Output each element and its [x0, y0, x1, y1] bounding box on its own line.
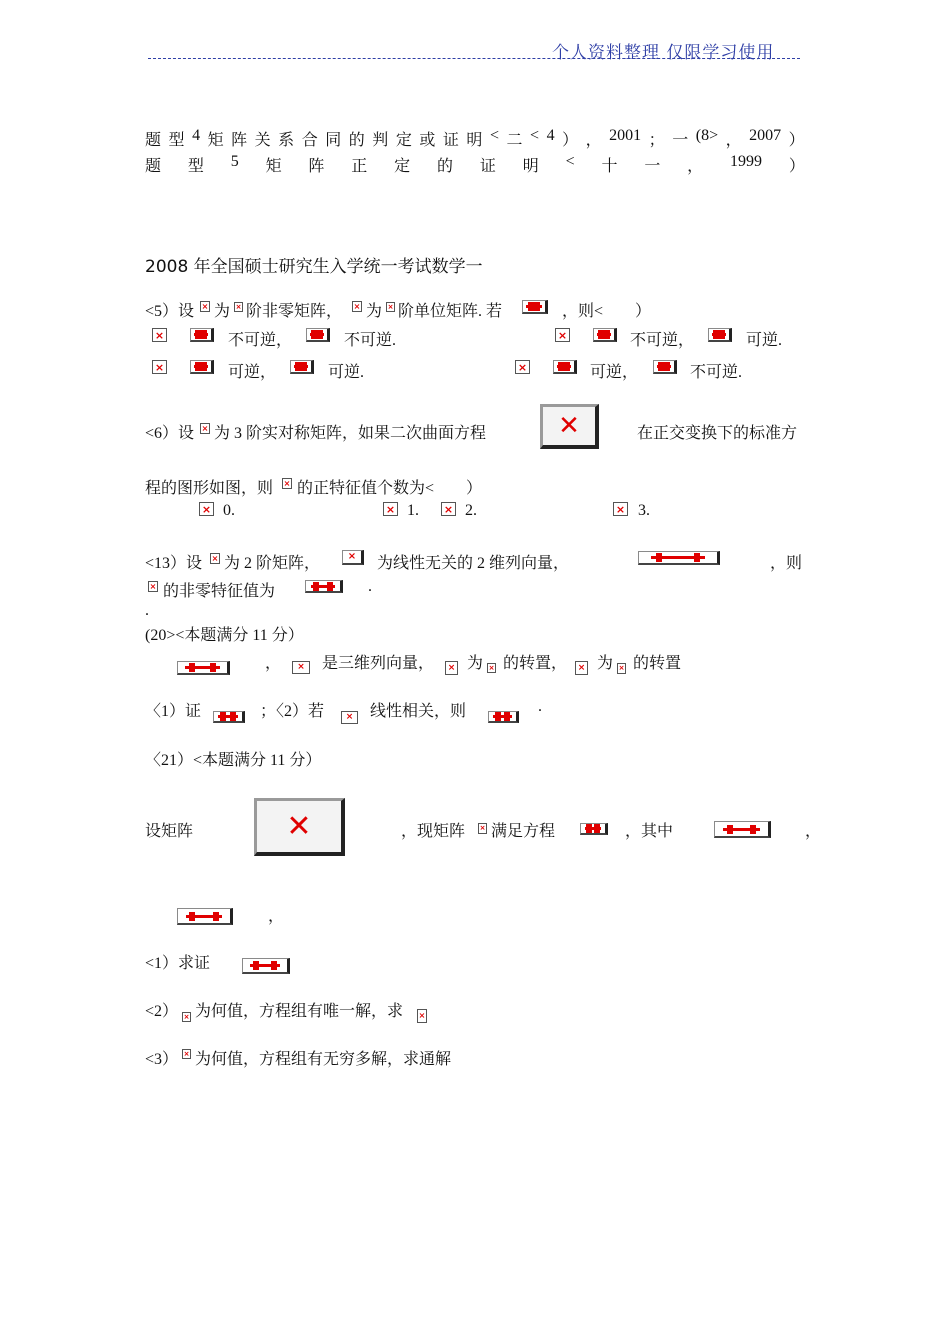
intro-token: 型 — [187, 158, 204, 175]
q6-option-c: 2. — [465, 502, 477, 519]
q13-stem-6: . — [368, 578, 372, 595]
option-marker-icon: × — [383, 502, 398, 516]
q21-part3-a: <3） — [145, 1051, 179, 1068]
intro-token: 4 — [192, 127, 201, 144]
intro-token: ， — [585, 132, 602, 149]
formula-image-icon: × — [283, 478, 291, 488]
intro-line-1 — [145, 127, 805, 150]
formula-image-icon — [306, 328, 330, 342]
intro-token: 关 — [254, 132, 271, 149]
page-header: 个人资料整理 仅限学习使用 — [552, 43, 775, 63]
q20-stem-3: 的转置， — [503, 655, 568, 672]
intro-token: ， — [687, 158, 704, 175]
intro-token: 阵 — [231, 132, 248, 149]
q5-option-d-1: 可逆， — [590, 364, 639, 381]
q5-option-c-1: 可逆， — [228, 364, 277, 381]
q21-stem-1: 设矩阵 — [145, 823, 194, 840]
formula-image-icon — [653, 360, 677, 374]
formula-image-icon: × — [211, 553, 219, 563]
formula-image-icon — [638, 551, 720, 565]
intro-token: < — [565, 153, 575, 170]
q21-part2-a: <2） — [145, 1003, 179, 1020]
intro-token: 题 — [145, 158, 162, 175]
formula-image-icon — [593, 328, 617, 342]
q5-stem-6: ，则< ） — [562, 303, 652, 320]
formula-image-icon: × — [342, 550, 364, 565]
intro-token: 同 — [325, 132, 342, 149]
q20-part1-a: 〈1）证 — [145, 703, 202, 720]
formula-image-icon: × — [618, 664, 625, 672]
intro-token: 一 — [644, 158, 661, 175]
formula-image-icon: × — [417, 1009, 427, 1023]
formula-image-icon: × — [201, 423, 209, 433]
q21-part3-b: 为何值，方程组有无穷多解，求通解 — [195, 1051, 452, 1068]
formula-image-icon: × — [292, 661, 310, 674]
q21-stem-2: ，现矩阵 — [401, 823, 466, 840]
intro-token: 定 — [395, 132, 412, 149]
q20-stem-4: 为 — [597, 655, 614, 672]
formula-image-icon — [488, 711, 519, 723]
q20-part1-d: . — [538, 698, 542, 715]
intro-token: 2007 — [749, 127, 782, 144]
intro-token: 矩 — [265, 158, 282, 175]
intro-token: 判 — [372, 132, 389, 149]
intro-token: 5 — [230, 153, 239, 170]
intro-token: 阵 — [308, 158, 325, 175]
formula-image-icon: × — [575, 661, 588, 675]
formula-image-icon — [580, 823, 608, 835]
intro-token: ） — [562, 132, 579, 149]
intro-token: 证 — [479, 158, 496, 175]
option-marker-icon: × — [152, 328, 167, 342]
intro-token: < — [489, 127, 499, 144]
formula-image-icon — [177, 908, 233, 925]
intro-token: ， — [725, 132, 742, 149]
q13-stem-1: <13）设 — [145, 555, 203, 572]
formula-image-icon — [290, 360, 314, 374]
intro-token: 证 — [442, 132, 459, 149]
formula-image-icon — [190, 360, 214, 374]
q5-option-d-2: 不可逆. — [690, 364, 743, 381]
formula-image-icon — [553, 360, 577, 374]
formula-image-icon — [177, 661, 230, 675]
formula-image-icon: × — [183, 1012, 190, 1021]
q21-part2-b: 为何值，方程组有唯一解，求 — [195, 1003, 404, 1020]
intro-token: ） — [788, 132, 805, 149]
q21-comma-2: ， — [268, 908, 285, 925]
q6-stem-2: 为 3 阶实对称矩阵，如果二次曲面方程 — [214, 425, 487, 442]
intro-token: 的 — [437, 158, 454, 175]
intro-token: 明 — [466, 132, 483, 149]
q5-option-a-2: 不可逆. — [344, 332, 397, 349]
option-marker-icon: × — [613, 502, 628, 516]
intro-token: 1999 — [730, 153, 763, 170]
q21-heading: 〈21）<本题满分 11 分） — [145, 752, 322, 769]
q20-stem-5: 的转置 — [633, 655, 682, 672]
formula-image-icon — [708, 328, 732, 342]
option-marker-icon: × — [515, 360, 530, 374]
q20-stem-1: 是三维列向量， — [322, 655, 435, 672]
header-divider — [148, 58, 800, 59]
formula-image-icon — [242, 958, 290, 974]
formula-image-icon: × — [445, 661, 458, 675]
q13-stem-4: ，则 — [770, 555, 803, 572]
exam-title: 2008 年全国硕士研究生入学统一考试数学一 — [145, 257, 483, 277]
formula-image-icon — [714, 821, 771, 838]
intro-token: < — [530, 127, 540, 144]
formula-image-icon: × — [387, 302, 394, 311]
q5-stem-2: 为 — [214, 303, 231, 320]
matrix-image-icon: ✕ — [254, 798, 345, 856]
q20-heading: (20><本题满分 11 分） — [145, 627, 304, 644]
intro-token: 十 — [601, 158, 618, 175]
q5-stem-1: <5）设 — [145, 303, 195, 320]
formula-image-icon — [213, 711, 245, 723]
q20-part1-b: ；〈2）若 — [260, 703, 325, 720]
q5-option-b-1: 不可逆， — [630, 332, 695, 349]
intro-token: 2001 — [609, 127, 642, 144]
intro-token: 二 — [506, 132, 523, 149]
formula-image-icon: × — [341, 711, 358, 724]
q21-comma-1: ， — [805, 823, 822, 840]
q20-part1-c: 线性相关，则 — [370, 703, 467, 720]
q13-stem-3: 为线性无关的 2 维列向量， — [377, 555, 570, 572]
q21-part1: <1）求证 — [145, 955, 211, 972]
q5-option-b-2: 可逆. — [746, 332, 783, 349]
intro-token: 矩 — [207, 132, 224, 149]
intro-token: 型 — [168, 132, 185, 149]
q5-stem-4: 为 — [366, 303, 383, 320]
q6-stem-4: 程的图形如图，则 — [145, 480, 274, 497]
intro-token: 题 — [145, 132, 162, 149]
intro-token: 一 — [672, 132, 689, 149]
formula-image-icon — [190, 328, 214, 342]
intro-token: ） — [788, 158, 805, 175]
q21-stem-3: 满足方程 — [491, 823, 556, 840]
formula-image-icon — [522, 300, 548, 314]
intro-token: 正 — [351, 158, 368, 175]
formula-image-icon: ✕ — [540, 404, 599, 449]
intro-token: 合 — [301, 132, 318, 149]
q20-stem-2: 为 — [467, 655, 484, 672]
intro-token: 定 — [394, 158, 411, 175]
formula-image-icon — [305, 580, 343, 593]
q6-stem-3: 在正交变换下的标准方 — [637, 425, 798, 442]
formula-image-icon: × — [479, 824, 486, 832]
formula-image-icon: × — [201, 301, 209, 311]
q6-stem-1: <6）设 — [145, 425, 195, 442]
q5-option-c-2: 可逆. — [328, 364, 365, 381]
option-marker-icon: × — [199, 502, 214, 516]
q13-stem-5: 的非零特征值为 — [163, 583, 276, 600]
option-marker-icon: × — [152, 360, 167, 374]
formula-image-icon: × — [183, 1049, 190, 1058]
intro-token: (8> — [695, 127, 719, 144]
q6-option-a: 0. — [223, 502, 235, 519]
intro-token: 系 — [278, 132, 295, 149]
q13-stem-2: 为 2 阶矩阵， — [224, 555, 321, 572]
q6-option-d: 3. — [638, 502, 650, 519]
q5-option-a-1: 不可逆， — [228, 332, 293, 349]
formula-image-icon: × — [149, 581, 157, 591]
intro-token: ； — [648, 132, 665, 149]
option-marker-icon: × — [555, 328, 570, 342]
intro-token: 4 — [546, 127, 555, 144]
q6-stem-5: 的正特征值个数为< ） — [297, 480, 483, 497]
intro-token: 或 — [419, 132, 436, 149]
intro-token: 的 — [348, 132, 365, 149]
q20-comma: ， — [265, 655, 282, 672]
q5-stem-5: 阶单位矩阵. 若 — [398, 303, 503, 320]
q5-stem-3: 阶非零矩阵， — [246, 303, 343, 320]
intro-line-2 — [145, 153, 805, 176]
q21-stem-4: ，其中 — [625, 823, 674, 840]
formula-image-icon: × — [235, 302, 242, 311]
formula-image-icon: × — [488, 663, 495, 672]
stray-dot: . — [145, 602, 149, 619]
option-marker-icon: × — [441, 502, 456, 516]
intro-token: 明 — [522, 158, 539, 175]
q6-option-b: 1. — [407, 502, 419, 519]
formula-image-icon: × — [353, 301, 361, 311]
